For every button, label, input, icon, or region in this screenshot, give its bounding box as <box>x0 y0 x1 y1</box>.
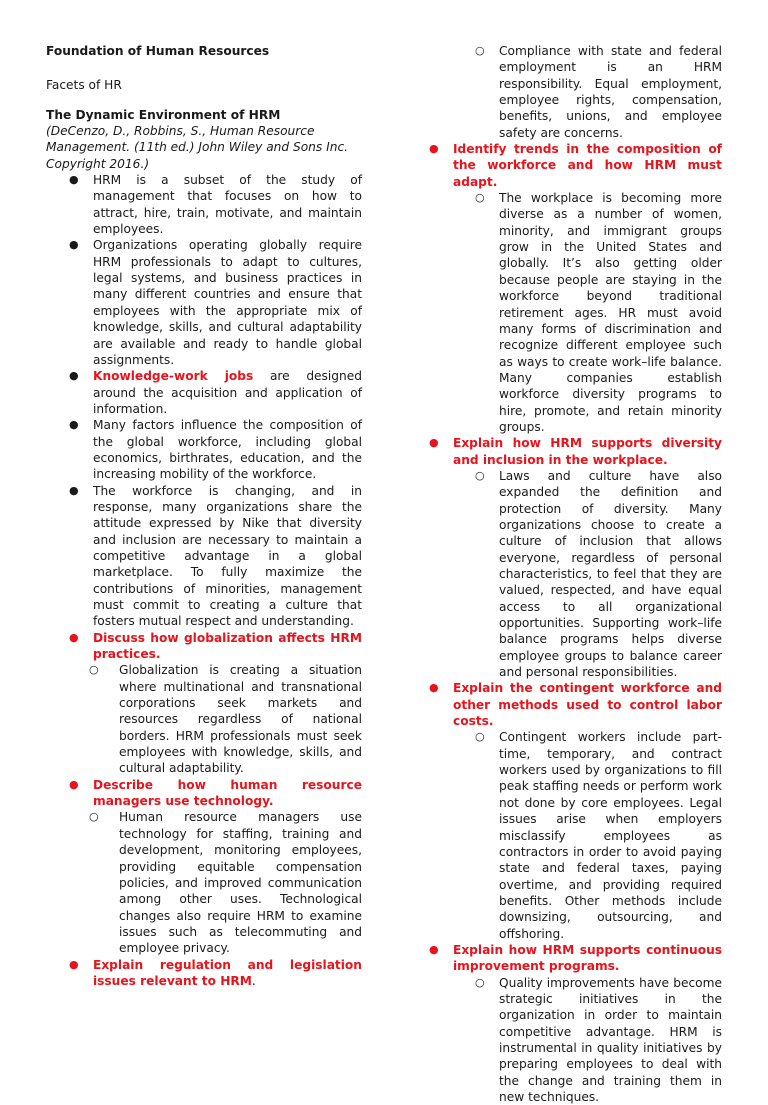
bullet-icon: ● <box>69 483 79 497</box>
objective-item <box>426 942 722 975</box>
sub-list-item-text: The workplace is becoming more diverse as a number of women, minority, and immigrant groups grow in the United States and globally. It’s also getting older because people are staying in the workforce beyond traditional retirement ages. HR must avoid many forms of discrimination and recognize different employee such as ways to create work–life balance. Many companies establish workforce diversity programs to hire, promote, and retain minority groups. <box>499 191 722 434</box>
objective-item <box>426 680 722 729</box>
sub-list-item <box>426 468 722 680</box>
document-subtitle: Facets of HR <box>46 78 122 93</box>
list-item-text-rest: are designed around the acquisition and application of information. <box>93 369 362 416</box>
hollow-bullet-icon: ○ <box>475 44 485 57</box>
section-title: The Dynamic Environment of HRM <box>46 107 281 122</box>
highlighted-term: Knowledge-work jobs <box>93 369 254 384</box>
sub-list-item <box>426 190 722 435</box>
bullet-icon: ● <box>429 681 439 695</box>
sub-list-item-text: Compliance with state and federal employment is an HRM responsibility. Equal employment, employee rights, compensation, benefits, unions, and employee safety are concerns. <box>499 44 722 140</box>
bullet-icon: ● <box>69 777 79 791</box>
list-item <box>46 368 362 417</box>
bullet-icon: ● <box>69 238 79 252</box>
objective-text: Explain the contingent workforce and other methods used to control labor costs. <box>453 681 722 729</box>
hollow-bullet-icon: ○ <box>475 468 485 482</box>
list-item-text: Organizations operating globally require HRM professionals to adapt to cultures, legal systems, and business practices in many different countries and ensure that employees with the appropriate mix of knowledge, skills, and cultural adaptability are available and ready to handle global assignments. <box>93 238 362 367</box>
objective-text-red: Explain regulation and legislation issues relevant to HRM <box>93 957 362 988</box>
sub-list-item-text: Human resource managers use technology for staffing, training and development, monitoring employees, providing equitable compensation policies, and improved communication among other uses. Technological changes also require HRM to examine issues such as telecommuting and employee privacy. <box>119 810 362 956</box>
bullet-icon: ● <box>69 418 79 432</box>
list-item-text: Many factors influence the composition of the global workforce, including global economics, birthrates, education, and the increasing mobility of the workforce. <box>93 418 362 482</box>
objective-text <box>93 957 362 990</box>
objective-text: Explain how HRM supports continuous improvement programs. <box>453 942 722 974</box>
objective-text-period: . <box>251 973 256 988</box>
objective-text: Explain how HRM supports diversity and inclusion in the workplace. <box>453 436 722 467</box>
objective-item <box>46 630 362 663</box>
sub-list-item-text: Quality improvements have become strategic initiatives in the organization in order to maintain competitive advantage. HRM is instrumental in quality initiatives by preparing employees to deal with the change and training them in new techniques. <box>499 975 722 1104</box>
sub-list-item <box>46 809 362 956</box>
sub-list-item-text: Contingent workers include part-time, temporary, and contract workers used by organizations to fill peak staffing needs or perform work not done by core employees. Legal issues arise when employers misclassify employees as contractors in order to avoid paying state and federal taxes, paying overtime, and providing required benefits. Other methods include downsizing, outsourcing, and offshoring. <box>499 730 722 941</box>
list-item <box>46 483 362 630</box>
sub-list-item <box>426 975 722 1105</box>
objective-item <box>426 435 722 468</box>
list-item <box>46 237 362 368</box>
list-item <box>46 417 362 482</box>
right-column <box>426 43 722 1105</box>
objective-text: Identify trends in the composition of the workforce and how HRM must adapt. <box>453 142 722 189</box>
citation: (DeCenzo, D., Robbins, S., Human Resource Management. (11th ed.) John Wiley and Sons Inc. Copyright 2016.) <box>46 124 349 171</box>
objective-item <box>46 777 362 810</box>
objective-item <box>426 141 722 190</box>
document-title: Foundation of Human Resources <box>46 44 270 58</box>
bullet-icon: ● <box>429 942 439 956</box>
bullet-icon: ● <box>69 630 79 644</box>
list-item <box>46 172 362 237</box>
list-item-text: The workforce is changing, and in response, many organizations share the attitude expressed by Nike that diversity and inclusion are necessary to maintain a competitive advantage in a global marketplace. To fully maximize the contributions of minorities, management must commit to creating a culture that fosters mutual respect and understanding. <box>93 483 362 629</box>
sub-list-item-text: Laws and culture have also expanded the definition and protection of diversity. Many organizations choose to create a culture of inclusion that allows everyone, regardless of personal characteristics, to feel that they are valued, respected, and have equal access to all organizational opportunities. Supporting work–life balance programs helps diverse employee groups to balance career and personal responsibilities. <box>499 468 722 680</box>
objective-text: Describe how human resource managers use technology. <box>93 777 362 809</box>
sub-list-item <box>46 662 362 776</box>
bullet-icon: ● <box>69 369 79 383</box>
sub-list-item <box>426 43 722 141</box>
objective-text: Discuss how globalization affects HRM practices. <box>93 630 362 662</box>
bullet-icon: ● <box>69 957 79 971</box>
list-item-text: HRM is a subset of the study of management that focuses on how to attract, hire, train, motivate, and maintain employees. <box>93 173 362 237</box>
hollow-bullet-icon: ○ <box>89 810 99 824</box>
bullet-icon: ● <box>69 173 79 187</box>
bullet-icon: ● <box>429 436 439 450</box>
list-item-text <box>93 368 362 417</box>
hollow-bullet-icon: ○ <box>475 730 485 744</box>
objective-item <box>46 957 362 990</box>
bullet-icon: ● <box>429 142 439 156</box>
left-column <box>46 43 362 989</box>
sub-list-item <box>426 729 722 941</box>
hollow-bullet-icon: ○ <box>475 975 485 989</box>
sub-list-item-text: Globalization is creating a situation where multinational and transnational corporations seek markets and resources regardless of national borders. HRM professionals must seek employees with knowledge, skills, and cultural adaptability. <box>119 663 362 776</box>
hollow-bullet-icon: ○ <box>475 191 485 205</box>
hollow-bullet-icon: ○ <box>89 663 99 677</box>
